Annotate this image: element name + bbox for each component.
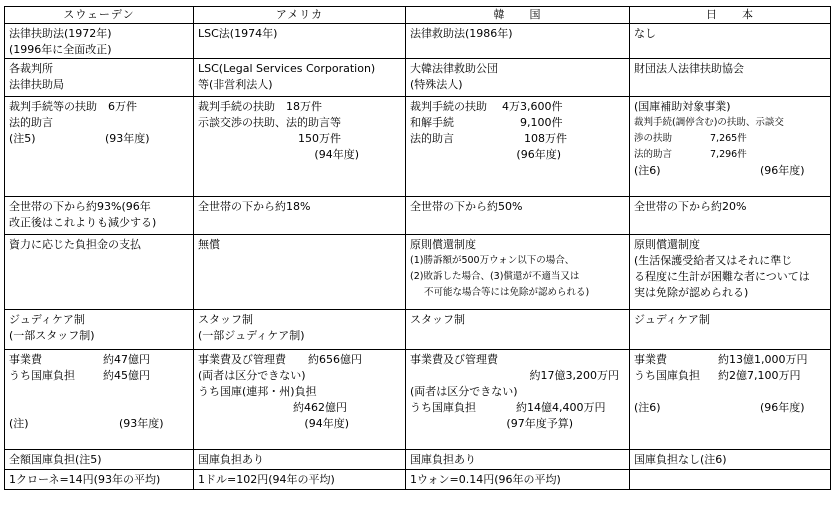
table-row bbox=[5, 59, 831, 97]
table-cell: 原則償還制度 (生活保護受給者又はそれに準じ る程度に生計が困難な者については 実は免除が認められる) bbox=[630, 235, 831, 310]
table-cell: 全世帯の下から約20% bbox=[630, 197, 831, 235]
table-cell: 事業費 約13億1,000万円 うち国庫負担 約2億7,100万円 (注6) (96年度) bbox=[630, 350, 831, 450]
table-row bbox=[5, 235, 831, 310]
table-row bbox=[5, 197, 831, 235]
table-cell: 事業費 約47億円 うち国庫負担 約45億円 (注) (93年度) bbox=[5, 350, 194, 450]
table-row bbox=[5, 350, 831, 450]
table-cell: LSC法(1974年) bbox=[194, 24, 406, 59]
table-cell: 全世帯の下から約93%(96年 改正後はこれよりも減少する) bbox=[5, 197, 194, 235]
table-cell: 原則償還制度 (1)勝訴額が500万ウォン以下の場合、 (2)敗訴した場合、(3)償還が不適当又は 不可能な場合等には免除が認められる) bbox=[406, 235, 630, 310]
table-cell bbox=[630, 470, 831, 490]
table-cell: 1クローネ=14円(93年の平均) bbox=[5, 470, 194, 490]
table-row bbox=[5, 310, 831, 350]
table-cell: 各裁判所 法律扶助局 bbox=[5, 59, 194, 97]
header-korea: 韓 国 bbox=[406, 7, 630, 24]
table-cell: 全世帯の下から約18% bbox=[194, 197, 406, 235]
table-row bbox=[5, 450, 831, 470]
comparison-table bbox=[4, 6, 831, 490]
table-cell: LSC(Legal Services Corporation) 等(非営利法人) bbox=[194, 59, 406, 97]
table-cell: 無償 bbox=[194, 235, 406, 310]
table-cell: 国庫負担あり bbox=[406, 450, 630, 470]
table-cell: ジュディケア制 (一部スタッフ制) bbox=[5, 310, 194, 350]
table-cell: 裁判手続等の扶助 6万件 法的助言 (注5) (93年度) bbox=[5, 97, 194, 197]
table-cell: スタッフ制 bbox=[406, 310, 630, 350]
table-cell: 大韓法律救助公団 (特殊法人) bbox=[406, 59, 630, 97]
table-cell: 事業費及び管理費 約656億円 (両者は区分できない) うち国庫(連邦・州)負担 約462億円 (94年度) bbox=[194, 350, 406, 450]
table-row bbox=[5, 97, 831, 197]
table-cell: 資力に応じた負担金の支払 bbox=[5, 235, 194, 310]
table-cell: 1ウォン=0.14円(96年の平均) bbox=[406, 470, 630, 490]
header-row bbox=[5, 7, 831, 24]
table-row bbox=[5, 470, 831, 490]
table-cell: 国庫負担あり bbox=[194, 450, 406, 470]
table-cell: 法律救助法(1986年) bbox=[406, 24, 630, 59]
table-cell: なし bbox=[630, 24, 831, 59]
table-cell: 法律扶助法(1972年) (1996年に全面改正) bbox=[5, 24, 194, 59]
header-sweden: スウェーデン bbox=[5, 7, 194, 24]
table-cell: (国庫補助対象事業) 裁判手続(調停含む)の扶助、示談交 渉の扶助 7,265件 法的助言 7,296件 (注6) (96年度) bbox=[630, 97, 831, 197]
table-cell: スタッフ制 (一部ジュディケア制) bbox=[194, 310, 406, 350]
table-cell: ジュディケア制 bbox=[630, 310, 831, 350]
table-cell: 全額国庫負担(注5) bbox=[5, 450, 194, 470]
table-cell: 国庫負担なし(注6) bbox=[630, 450, 831, 470]
header-japan: 日 本 bbox=[630, 7, 831, 24]
header-usa: アメリカ bbox=[194, 7, 406, 24]
table-cell: 裁判手続の扶助 4万3,600件 和解手続 9,100件 法的助言 108万件 (96年度) bbox=[406, 97, 630, 197]
table-cell: 全世帯の下から約50% bbox=[406, 197, 630, 235]
table-row bbox=[5, 24, 831, 59]
table-cell: 1ドル=102円(94年の平均) bbox=[194, 470, 406, 490]
table-cell: 裁判手続の扶助 18万件 示談交渉の扶助、法的助言等 150万件 (94年度) bbox=[194, 97, 406, 197]
table-cell: 財団法人法律扶助協会 bbox=[630, 59, 831, 97]
table-cell: 事業費及び管理費 約17億3,200万円 (両者は区分できない) うち国庫負担 約14億4,400万円 (97年度予算) bbox=[406, 350, 630, 450]
